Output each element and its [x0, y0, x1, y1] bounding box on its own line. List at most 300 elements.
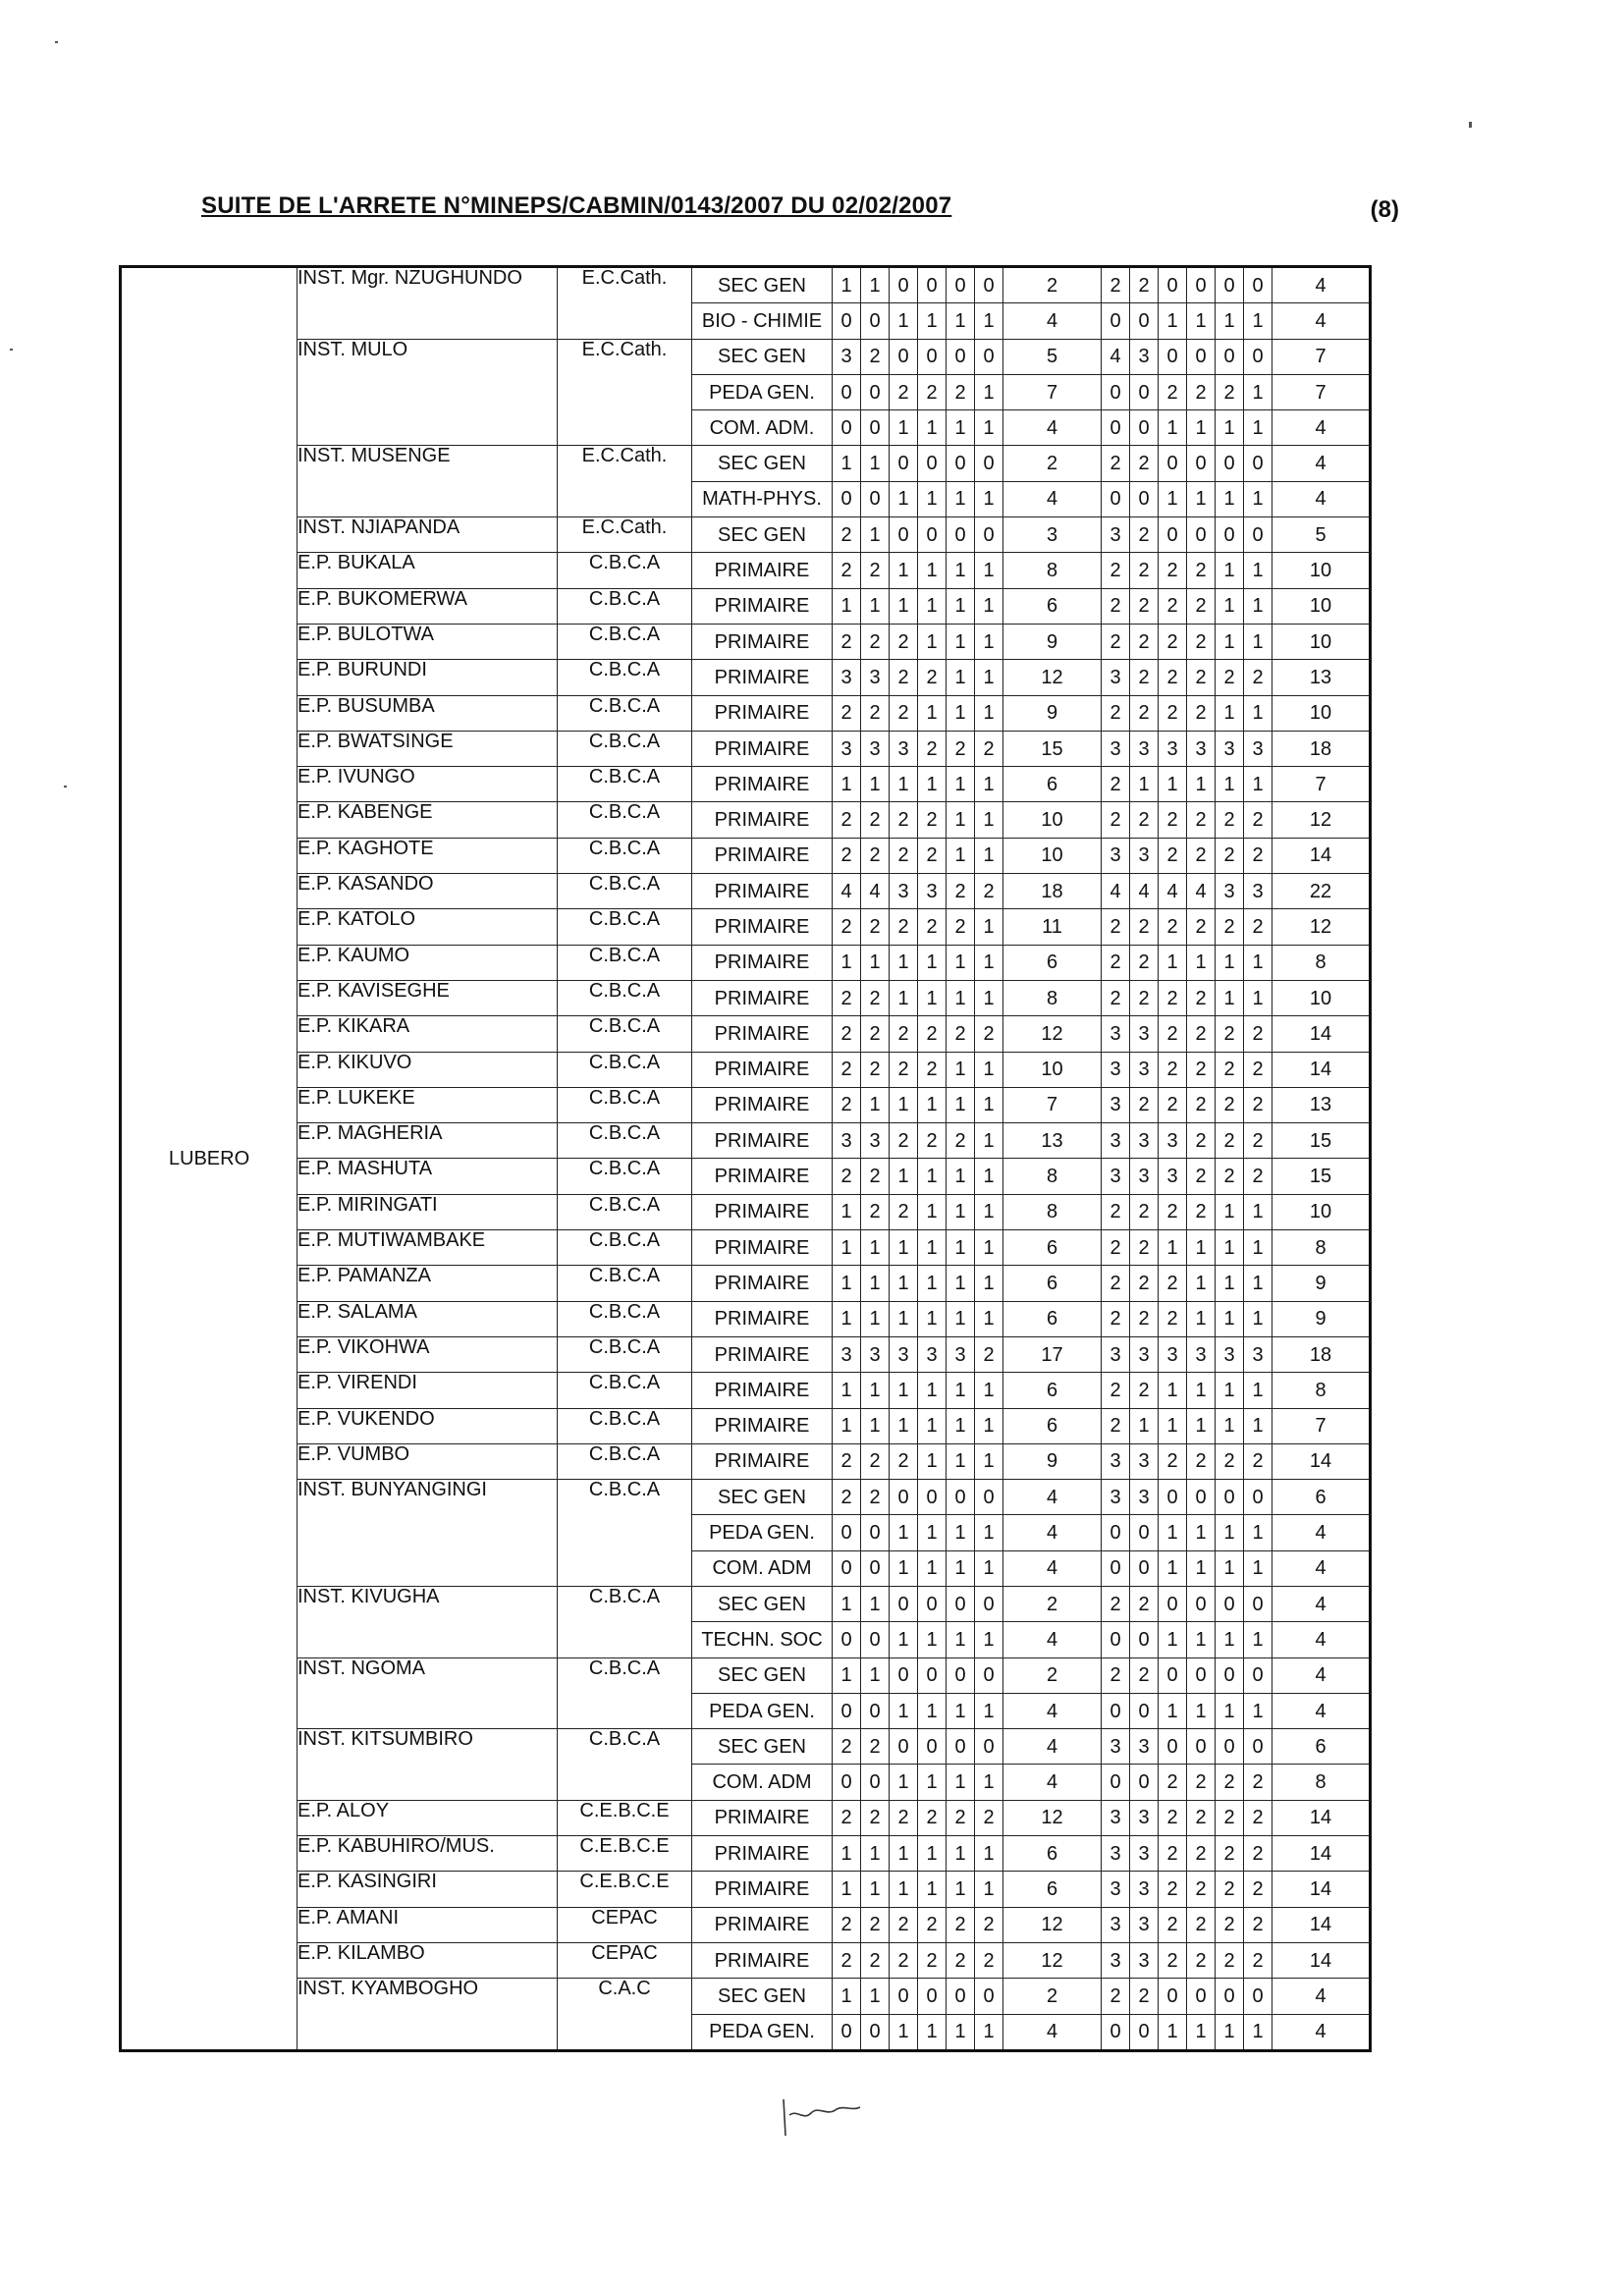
class-count-new: 2: [1102, 1301, 1130, 1336]
class-count-new: 0: [1102, 481, 1130, 516]
class-count-new: 1: [1244, 1693, 1272, 1728]
class-count-new: 1: [1159, 2014, 1187, 2050]
class-count-current: 1: [947, 1087, 975, 1122]
class-count-current: 1: [861, 767, 890, 802]
class-count-new: 3: [1130, 1052, 1159, 1087]
class-count-new: 2: [1102, 909, 1130, 945]
class-count-current: 2: [890, 660, 918, 695]
school-name: E.P. KABENGE: [298, 802, 558, 838]
class-count-new: 2: [1216, 660, 1244, 695]
section-name: PRIMAIRE: [692, 1123, 833, 1159]
class-count-new: 0: [1187, 1657, 1216, 1693]
total-new: 4: [1272, 1979, 1371, 2014]
class-count-new: 2: [1159, 1052, 1187, 1087]
class-count-current: 1: [918, 1301, 947, 1336]
total-current: 10: [1003, 1052, 1102, 1087]
class-count-new: 2: [1130, 1373, 1159, 1408]
scan-speck: [1469, 122, 1472, 128]
organization-name: C.B.C.A: [558, 1052, 692, 1087]
class-count-new: 2: [1187, 802, 1216, 838]
class-count-current: 2: [947, 731, 975, 766]
class-count-new: 1: [1244, 980, 1272, 1015]
class-count-current: 0: [947, 1729, 975, 1765]
section-name: PRIMAIRE: [692, 945, 833, 980]
table-body: [121, 267, 1371, 2051]
section-name: SEC GEN: [692, 1480, 833, 1515]
class-count-new: 2: [1159, 1443, 1187, 1479]
class-count-current: 1: [861, 1230, 890, 1266]
total-current: 6: [1003, 1408, 1102, 1443]
organization-name: C.B.C.A: [558, 1016, 692, 1052]
class-count-new: 2: [1187, 909, 1216, 945]
class-count-current: 3: [833, 1123, 861, 1159]
class-count-current: 2: [947, 1016, 975, 1052]
class-count-new: 3: [1102, 1123, 1130, 1159]
class-count-new: 2: [1130, 1586, 1159, 1621]
table-row: [121, 1123, 1371, 1159]
class-count-current: 1: [975, 838, 1003, 873]
school-name: INST. KITSUMBIRO: [298, 1729, 558, 1801]
school-name: E.P. BURUNDI: [298, 660, 558, 695]
total-current: 8: [1003, 553, 1102, 588]
class-count-new: 2: [1244, 1087, 1272, 1122]
organization-name: C.B.C.A: [558, 1586, 692, 1657]
class-count-current: 0: [861, 1765, 890, 1800]
class-count-new: 1: [1216, 1301, 1244, 1336]
class-count-current: 1: [833, 945, 861, 980]
class-count-current: 1: [975, 1515, 1003, 1550]
total-current: 6: [1003, 767, 1102, 802]
class-count-current: 0: [861, 374, 890, 409]
school-name: E.P. VIRENDI: [298, 1373, 558, 1408]
section-name: PRIMAIRE: [692, 588, 833, 624]
total-new: 12: [1272, 802, 1371, 838]
class-count-current: 2: [975, 1336, 1003, 1372]
class-count-new: 2: [1130, 1301, 1159, 1336]
school-name: INST. MULO: [298, 339, 558, 446]
section-name: PRIMAIRE: [692, 1159, 833, 1194]
class-count-current: 2: [833, 802, 861, 838]
class-count-new: 0: [1130, 410, 1159, 446]
class-count-current: 1: [975, 1230, 1003, 1266]
scan-speck: [10, 349, 13, 351]
class-count-new: 1: [1244, 1515, 1272, 1550]
class-count-new: 1: [1244, 410, 1272, 446]
class-count-current: 2: [833, 1159, 861, 1194]
section-name: MATH-PHYS.: [692, 481, 833, 516]
class-count-current: 3: [918, 1336, 947, 1372]
class-count-current: 0: [947, 517, 975, 553]
class-count-current: 1: [947, 1765, 975, 1800]
class-count-new: 2: [1187, 838, 1216, 873]
class-count-current: 1: [918, 481, 947, 516]
section-name: PRIMAIRE: [692, 624, 833, 659]
table-row: [121, 838, 1371, 873]
class-count-current: 2: [833, 624, 861, 659]
class-count-current: 1: [947, 410, 975, 446]
class-count-new: 0: [1130, 481, 1159, 516]
total-new: 10: [1272, 553, 1371, 588]
total-new: 13: [1272, 1087, 1371, 1122]
class-count-new: 2: [1130, 1266, 1159, 1301]
class-count-new: 2: [1187, 553, 1216, 588]
class-count-current: 1: [861, 1836, 890, 1872]
class-count-current: 1: [890, 553, 918, 588]
class-count-new: 2: [1244, 1765, 1272, 1800]
section-name: PRIMAIRE: [692, 767, 833, 802]
class-count-new: 2: [1187, 1052, 1216, 1087]
class-count-new: 1: [1187, 767, 1216, 802]
total-current: 10: [1003, 802, 1102, 838]
class-count-new: 2: [1216, 1765, 1244, 1800]
section-name: PRIMAIRE: [692, 838, 833, 873]
class-count-current: 1: [890, 410, 918, 446]
class-count-new: 2: [1102, 1657, 1130, 1693]
class-count-new: 1: [1244, 1194, 1272, 1229]
class-count-current: 0: [861, 1550, 890, 1586]
class-count-new: 2: [1130, 695, 1159, 731]
class-count-new: 0: [1187, 1586, 1216, 1621]
class-count-current: 0: [861, 1622, 890, 1657]
class-count-current: 3: [861, 660, 890, 695]
total-current: 9: [1003, 624, 1102, 659]
class-count-current: 2: [890, 1443, 918, 1479]
class-count-current: 2: [833, 909, 861, 945]
class-count-new: 2: [1244, 838, 1272, 873]
class-count-current: 1: [975, 1622, 1003, 1657]
class-count-current: 1: [861, 1301, 890, 1336]
total-new: 6: [1272, 1480, 1371, 1515]
class-count-new: 2: [1244, 909, 1272, 945]
class-count-current: 2: [975, 1907, 1003, 1942]
class-count-new: 2: [1159, 1836, 1187, 1872]
class-count-new: 0: [1187, 1979, 1216, 2014]
class-count-current: 1: [947, 1230, 975, 1266]
class-count-current: 2: [918, 838, 947, 873]
section-name: PRIMAIRE: [692, 1336, 833, 1372]
class-count-new: 2: [1187, 660, 1216, 695]
class-count-new: 2: [1187, 1800, 1216, 1835]
class-count-new: 4: [1102, 339, 1130, 374]
total-current: 2: [1003, 1586, 1102, 1621]
school-name: E.P. KIKARA: [298, 1016, 558, 1052]
organization-name: C.B.C.A: [558, 1373, 692, 1408]
class-count-current: 1: [975, 695, 1003, 731]
class-count-current: 1: [890, 1159, 918, 1194]
table-row: [121, 1301, 1371, 1336]
section-name: PRIMAIRE: [692, 1087, 833, 1122]
class-count-current: 0: [918, 1586, 947, 1621]
school-name: E.P. SALAMA: [298, 1301, 558, 1336]
class-count-new: 2: [1159, 624, 1187, 659]
class-count-new: 2: [1159, 1872, 1187, 1907]
class-count-current: 2: [833, 1800, 861, 1835]
section-name: PRIMAIRE: [692, 695, 833, 731]
class-count-current: 1: [890, 1872, 918, 1907]
class-count-new: 2: [1216, 1942, 1244, 1978]
class-count-new: 2: [1216, 1052, 1244, 1087]
class-count-new: 4: [1159, 874, 1187, 909]
class-count-current: 1: [975, 1087, 1003, 1122]
class-count-current: 3: [833, 339, 861, 374]
class-count-current: 0: [975, 339, 1003, 374]
total-current: 8: [1003, 1194, 1102, 1229]
class-count-new: 0: [1244, 339, 1272, 374]
class-count-new: 1: [1244, 481, 1272, 516]
school-name: INST. Mgr. NZUGHUNDO: [298, 267, 558, 340]
total-new: 8: [1272, 1373, 1371, 1408]
class-count-current: 1: [947, 838, 975, 873]
class-count-new: 0: [1130, 2014, 1159, 2050]
class-count-new: 2: [1130, 802, 1159, 838]
class-count-new: 2: [1244, 1836, 1272, 1872]
school-name: E.P. BUKALA: [298, 553, 558, 588]
organization-name: C.B.C.A: [558, 802, 692, 838]
class-count-new: 3: [1102, 1942, 1130, 1978]
class-count-new: 2: [1102, 1373, 1130, 1408]
total-new: 14: [1272, 1872, 1371, 1907]
class-count-current: 1: [975, 1123, 1003, 1159]
class-count-current: 0: [861, 410, 890, 446]
section-name: PRIMAIRE: [692, 1194, 833, 1229]
class-count-new: 1: [1187, 1230, 1216, 1266]
class-count-new: 3: [1216, 731, 1244, 766]
class-count-new: 0: [1244, 1480, 1272, 1515]
class-count-current: 1: [947, 802, 975, 838]
class-count-current: 0: [833, 1550, 861, 1586]
organization-name: C.B.C.A: [558, 874, 692, 909]
class-count-current: 0: [833, 1765, 861, 1800]
class-count-current: 2: [947, 1800, 975, 1835]
class-count-current: 2: [890, 909, 918, 945]
school-name: E.P. VIKOHWA: [298, 1336, 558, 1372]
page-number: (8): [1370, 196, 1399, 223]
class-count-new: 1: [1244, 553, 1272, 588]
class-count-new: 0: [1159, 267, 1187, 303]
section-name: BIO - CHIMIE: [692, 303, 833, 339]
class-count-current: 1: [833, 767, 861, 802]
table-row: [121, 731, 1371, 766]
class-count-new: 3: [1130, 1942, 1159, 1978]
class-count-current: 1: [947, 1408, 975, 1443]
total-current: 4: [1003, 481, 1102, 516]
class-count-current: 2: [947, 1942, 975, 1978]
section-name: SEC GEN: [692, 339, 833, 374]
region-cell: LUBERO: [121, 267, 298, 2051]
organization-name: C.B.C.A: [558, 1336, 692, 1372]
class-count-new: 2: [1187, 1836, 1216, 1872]
class-count-current: 3: [833, 1336, 861, 1372]
class-count-new: 1: [1244, 1266, 1272, 1301]
class-count-current: 1: [833, 1373, 861, 1408]
class-count-new: 0: [1244, 1979, 1272, 2014]
total-new: 9: [1272, 1266, 1371, 1301]
class-count-new: 1: [1187, 1266, 1216, 1301]
total-new: 4: [1272, 1550, 1371, 1586]
class-count-current: 1: [861, 517, 890, 553]
class-count-current: 1: [890, 1622, 918, 1657]
section-name: COM. ADM: [692, 1765, 833, 1800]
class-count-current: 2: [918, 374, 947, 409]
total-current: 4: [1003, 1765, 1102, 1800]
table-row: [121, 267, 1371, 303]
total-current: 17: [1003, 1336, 1102, 1372]
schools-table: [119, 265, 1372, 2052]
class-count-current: 0: [890, 267, 918, 303]
class-count-new: 1: [1159, 945, 1187, 980]
class-count-current: 2: [890, 1942, 918, 1978]
class-count-current: 2: [833, 1087, 861, 1122]
class-count-new: 2: [1130, 1230, 1159, 1266]
class-count-new: 1: [1216, 695, 1244, 731]
section-name: SEC GEN: [692, 267, 833, 303]
class-count-current: 2: [918, 731, 947, 766]
class-count-new: 1: [1159, 481, 1187, 516]
school-name: E.P. LUKEKE: [298, 1087, 558, 1122]
class-count-current: 2: [890, 1907, 918, 1942]
table-row: [121, 1087, 1371, 1122]
total-current: 2: [1003, 446, 1102, 481]
table-row: [121, 588, 1371, 624]
class-count-current: 0: [918, 1480, 947, 1515]
class-count-new: 1: [1187, 945, 1216, 980]
total-current: 6: [1003, 1872, 1102, 1907]
class-count-new: 3: [1102, 1480, 1130, 1515]
class-count-new: 2: [1102, 588, 1130, 624]
class-count-new: 0: [1187, 339, 1216, 374]
class-count-current: 1: [833, 1266, 861, 1301]
class-count-new: 2: [1216, 1087, 1244, 1122]
class-count-new: 3: [1130, 1480, 1159, 1515]
class-count-current: 1: [918, 1622, 947, 1657]
class-count-new: 2: [1130, 588, 1159, 624]
class-count-new: 2: [1102, 1194, 1130, 1229]
class-count-current: 1: [861, 1373, 890, 1408]
class-count-current: 1: [918, 980, 947, 1015]
class-count-current: 1: [975, 1159, 1003, 1194]
class-count-new: 2: [1187, 695, 1216, 731]
class-count-current: 1: [975, 1765, 1003, 1800]
class-count-new: 2: [1216, 1836, 1244, 1872]
total-new: 10: [1272, 695, 1371, 731]
class-count-new: 2: [1102, 980, 1130, 1015]
class-count-new: 0: [1216, 517, 1244, 553]
section-name: PRIMAIRE: [692, 980, 833, 1015]
class-count-current: 0: [890, 1729, 918, 1765]
table-row: [121, 1408, 1371, 1443]
class-count-current: 1: [918, 588, 947, 624]
class-count-current: 2: [918, 1907, 947, 1942]
class-count-new: 1: [1216, 1266, 1244, 1301]
school-name: E.P. KASINGIRI: [298, 1872, 558, 1907]
class-count-current: 1: [890, 767, 918, 802]
class-count-current: 2: [975, 1800, 1003, 1835]
scan-speck: [55, 41, 58, 43]
class-count-new: 3: [1216, 874, 1244, 909]
total-current: 4: [1003, 2014, 1102, 2050]
section-name: PEDA GEN.: [692, 374, 833, 409]
class-count-new: 3: [1102, 1907, 1130, 1942]
class-count-new: 3: [1159, 1159, 1187, 1194]
class-count-new: 1: [1187, 1408, 1216, 1443]
class-count-current: 1: [975, 481, 1003, 516]
table-row: [121, 1729, 1371, 1765]
class-count-current: 1: [975, 1550, 1003, 1586]
class-count-new: 2: [1187, 1123, 1216, 1159]
class-count-new: 2: [1102, 267, 1130, 303]
section-name: SEC GEN: [692, 446, 833, 481]
class-count-new: 0: [1130, 1693, 1159, 1728]
class-count-new: 1: [1216, 2014, 1244, 2050]
organization-name: C.B.C.A: [558, 767, 692, 802]
class-count-current: 1: [975, 945, 1003, 980]
total-current: 13: [1003, 1123, 1102, 1159]
section-name: PRIMAIRE: [692, 1800, 833, 1835]
class-count-current: 0: [833, 410, 861, 446]
class-count-current: 1: [833, 1872, 861, 1907]
class-count-current: 2: [890, 1052, 918, 1087]
class-count-new: 2: [1102, 553, 1130, 588]
class-count-current: 3: [833, 731, 861, 766]
total-current: 6: [1003, 945, 1102, 980]
table-row: [121, 1907, 1371, 1942]
class-count-current: 0: [861, 1515, 890, 1550]
class-count-new: 1: [1159, 767, 1187, 802]
class-count-new: 2: [1187, 1942, 1216, 1978]
school-name: E.P. IVUNGO: [298, 767, 558, 802]
class-count-new: 2: [1244, 1907, 1272, 1942]
total-new: 4: [1272, 446, 1371, 481]
class-count-new: 3: [1102, 1800, 1130, 1835]
class-count-new: 2: [1102, 624, 1130, 659]
organization-name: E.C.Cath.: [558, 267, 692, 340]
class-count-new: 2: [1159, 909, 1187, 945]
table-row: [121, 802, 1371, 838]
total-new: 4: [1272, 1515, 1371, 1550]
class-count-new: 2: [1216, 1159, 1244, 1194]
class-count-current: 2: [890, 1800, 918, 1835]
class-count-new: 3: [1159, 731, 1187, 766]
class-count-new: 2: [1102, 1266, 1130, 1301]
section-name: PRIMAIRE: [692, 1373, 833, 1408]
class-count-current: 1: [833, 1586, 861, 1621]
class-count-new: 2: [1130, 1194, 1159, 1229]
class-count-new: 1: [1244, 303, 1272, 339]
class-count-new: 2: [1102, 1979, 1130, 2014]
class-count-new: 3: [1244, 1336, 1272, 1372]
class-count-current: 1: [975, 1194, 1003, 1229]
class-count-current: 2: [861, 1800, 890, 1835]
class-count-current: 3: [890, 1336, 918, 1372]
class-count-new: 1: [1187, 1515, 1216, 1550]
class-count-current: 1: [861, 1586, 890, 1621]
organization-name: C.B.C.A: [558, 624, 692, 659]
school-name: INST. MUSENGE: [298, 446, 558, 517]
class-count-current: 1: [833, 1408, 861, 1443]
table-row: [121, 909, 1371, 945]
class-count-current: 2: [833, 980, 861, 1015]
class-count-new: 0: [1130, 303, 1159, 339]
class-count-new: 2: [1159, 1942, 1187, 1978]
class-count-current: 0: [975, 1729, 1003, 1765]
class-count-new: 2: [1187, 1016, 1216, 1052]
class-count-current: 1: [861, 1266, 890, 1301]
class-count-new: 0: [1130, 1765, 1159, 1800]
class-count-new: 2: [1130, 553, 1159, 588]
class-count-new: 3: [1130, 1800, 1159, 1835]
class-count-current: 1: [890, 303, 918, 339]
section-name: COM. ADM.: [692, 410, 833, 446]
